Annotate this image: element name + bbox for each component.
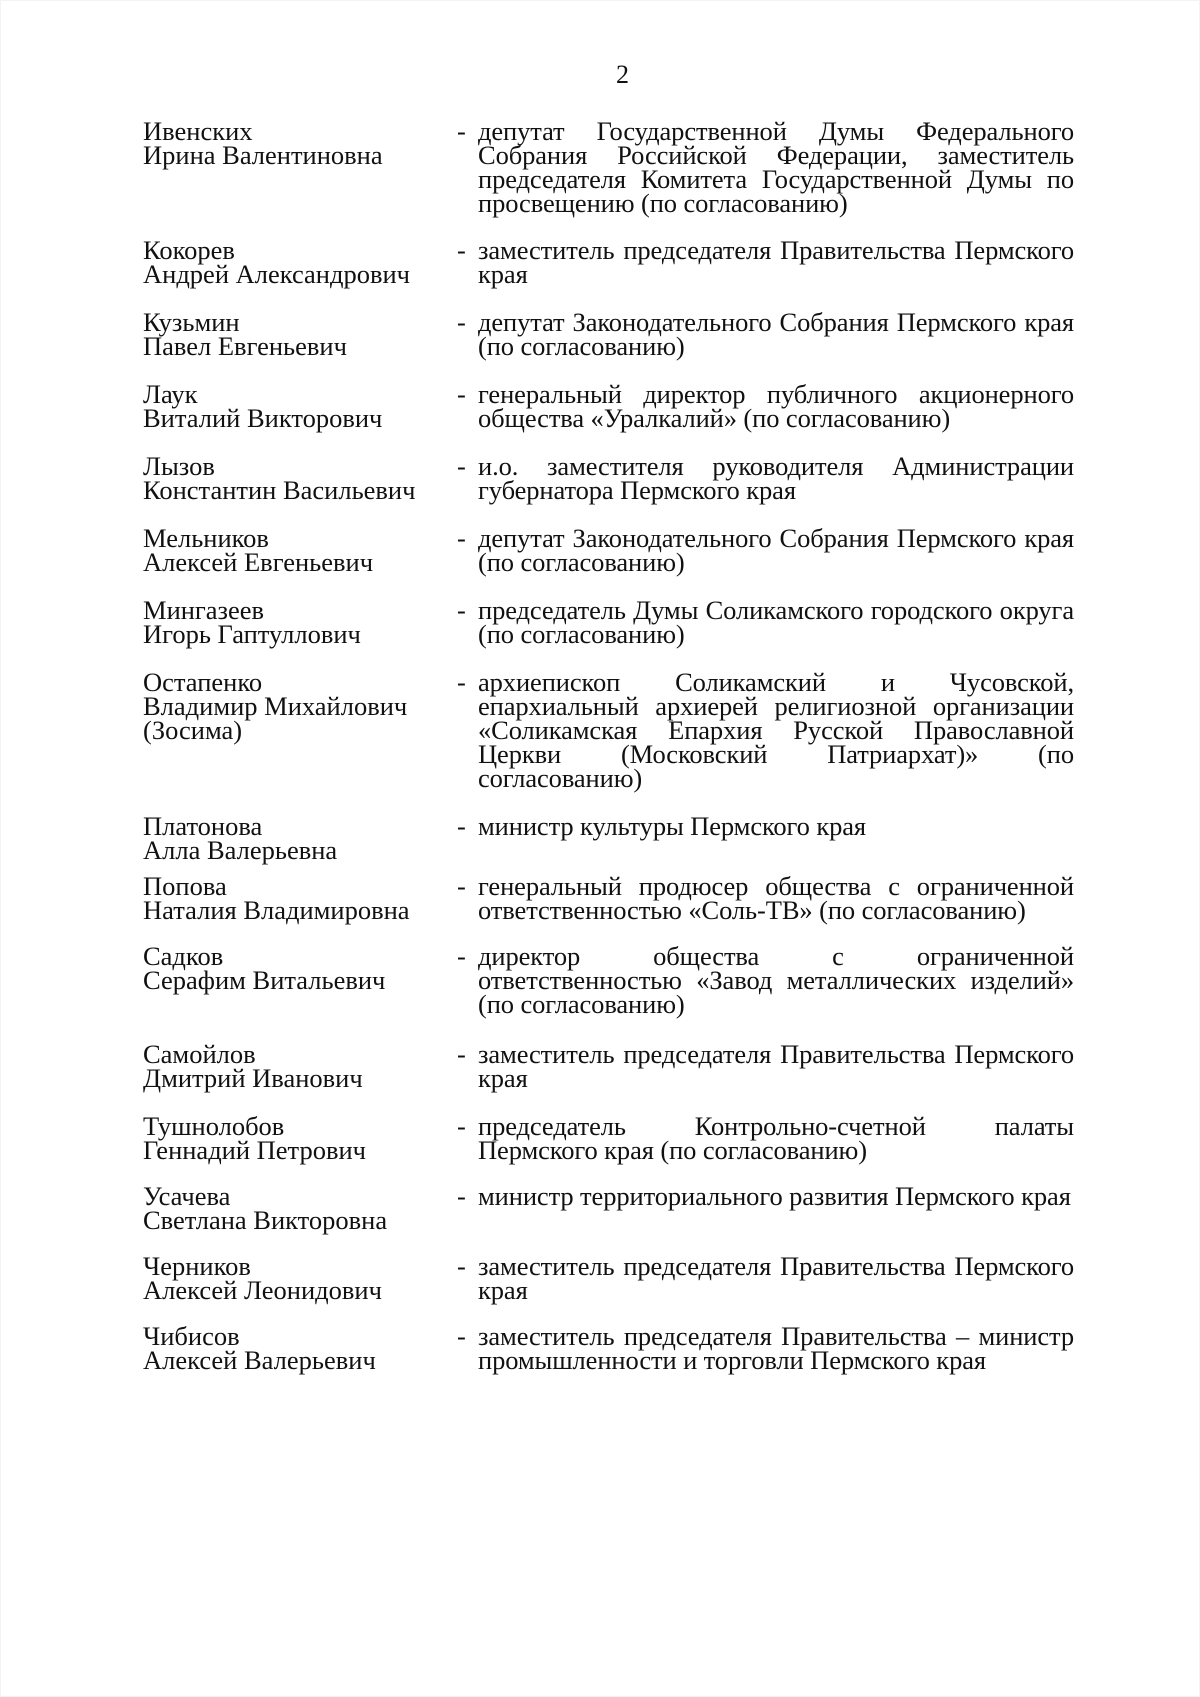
member-row	[143, 871, 1081, 925]
member-row	[143, 941, 1081, 1019]
member-row	[143, 523, 1081, 577]
member-row	[143, 1111, 1081, 1165]
page-number: 2	[616, 60, 629, 89]
member-name: Попова Наталия Владимировна	[143, 871, 410, 925]
member-row	[143, 116, 1081, 218]
member-dash: -	[457, 1111, 466, 1141]
member-role: заместитель председателя Правительства – министр промышленности и торговли Пермского края	[478, 1321, 1074, 1375]
member-name: Кузьмин Павел Евгеньевич	[143, 307, 347, 361]
member-role: заместитель председателя Правительства Пермского края	[478, 1251, 1074, 1305]
member-dash: -	[457, 1039, 466, 1069]
member-name: Остапенко Владимир Михайлович (Зосима)	[143, 667, 408, 745]
member-role: директор общества с ограниченной ответственностью «Завод металлических изделий» (по согласованию)	[478, 941, 1074, 1019]
member-role: министр культуры Пермского края	[478, 811, 867, 841]
member-name: Самойлов Дмитрий Иванович	[143, 1039, 363, 1093]
member-name: Мельников Алексей Евгеньевич	[143, 523, 374, 577]
member-dash: -	[457, 941, 466, 971]
member-dash: -	[457, 523, 466, 553]
member-role: депутат Законодательного Собрания Пермского края (по согласованию)	[478, 523, 1074, 577]
member-role: заместитель председателя Правительства Пермского края	[478, 1039, 1074, 1093]
member-row	[143, 595, 1081, 649]
member-dash: -	[457, 1321, 466, 1351]
member-role: председатель Думы Соликамского городского округа (по согласованию)	[478, 595, 1074, 649]
member-role: архиепископ Соликамский и Чусовской, епархиальный архиерей религиозной организации «Соликамская Епархия Русской Православной Церкви (Московский Патриархат)» (по согласованию)	[478, 667, 1074, 793]
member-dash: -	[457, 1251, 466, 1281]
member-dash: -	[457, 595, 466, 625]
member-dash: -	[457, 379, 466, 409]
member-name: Усачева Светлана Викторовна	[143, 1181, 388, 1235]
member-dash: -	[457, 871, 466, 901]
member-row	[143, 811, 1081, 865]
member-dash: -	[457, 667, 466, 697]
member-name: Лаук Виталий Викторович	[143, 379, 383, 433]
member-row	[143, 1039, 1081, 1093]
member-role: заместитель председателя Правительства Пермского края	[478, 235, 1074, 289]
member-row	[143, 1321, 1081, 1375]
member-role: депутат Законодательного Собрания Пермского края (по согласованию)	[478, 307, 1074, 361]
member-name: Мингазеев Игорь Гаптуллович	[143, 595, 361, 649]
member-name: Ивенских Ирина Валентиновна	[143, 116, 383, 170]
member-dash: -	[457, 307, 466, 337]
member-row	[143, 1181, 1081, 1235]
member-role: и.о. заместителя руководителя Администрации губернатора Пермского края	[478, 451, 1074, 505]
member-row	[143, 667, 1081, 793]
member-name: Кокорев Андрей Александрович	[143, 235, 410, 289]
member-name: Тушнолобов Геннадий Петрович	[143, 1111, 366, 1165]
member-name: Чибисов Алексей Валерьевич	[143, 1321, 376, 1375]
member-row	[143, 235, 1081, 289]
member-row	[143, 451, 1081, 505]
member-dash: -	[457, 451, 466, 481]
member-name: Черников Алексей Леонидович	[143, 1251, 382, 1305]
member-row	[143, 1251, 1081, 1305]
member-dash: -	[457, 1181, 466, 1211]
member-name: Садков Серафим Витальевич	[143, 941, 386, 995]
member-role: председатель Контрольно-счетной палаты Пермского края (по согласованию)	[478, 1111, 1074, 1165]
member-row	[143, 307, 1081, 361]
member-role: депутат Государственной Думы Федерального Собрания Российской Федерации, заместитель председателя Комитета Государственной Думы по просвещению (по согласованию)	[478, 116, 1074, 218]
member-role: генеральный директор публичного акционерного общества «Уралкалий» (по согласованию)	[478, 379, 1074, 433]
member-dash: -	[457, 116, 466, 146]
member-name: Платонова Алла Валерьевна	[143, 811, 338, 865]
member-role: генеральный продюсер общества с ограниченной ответственностью «Соль-ТВ» (по согласованию)	[478, 871, 1074, 925]
member-row	[143, 379, 1081, 433]
member-dash: -	[457, 235, 466, 265]
member-dash: -	[457, 811, 466, 841]
member-role: министр территориального развития Пермского края	[478, 1181, 1071, 1211]
member-name: Лызов Константин Васильевич	[143, 451, 416, 505]
